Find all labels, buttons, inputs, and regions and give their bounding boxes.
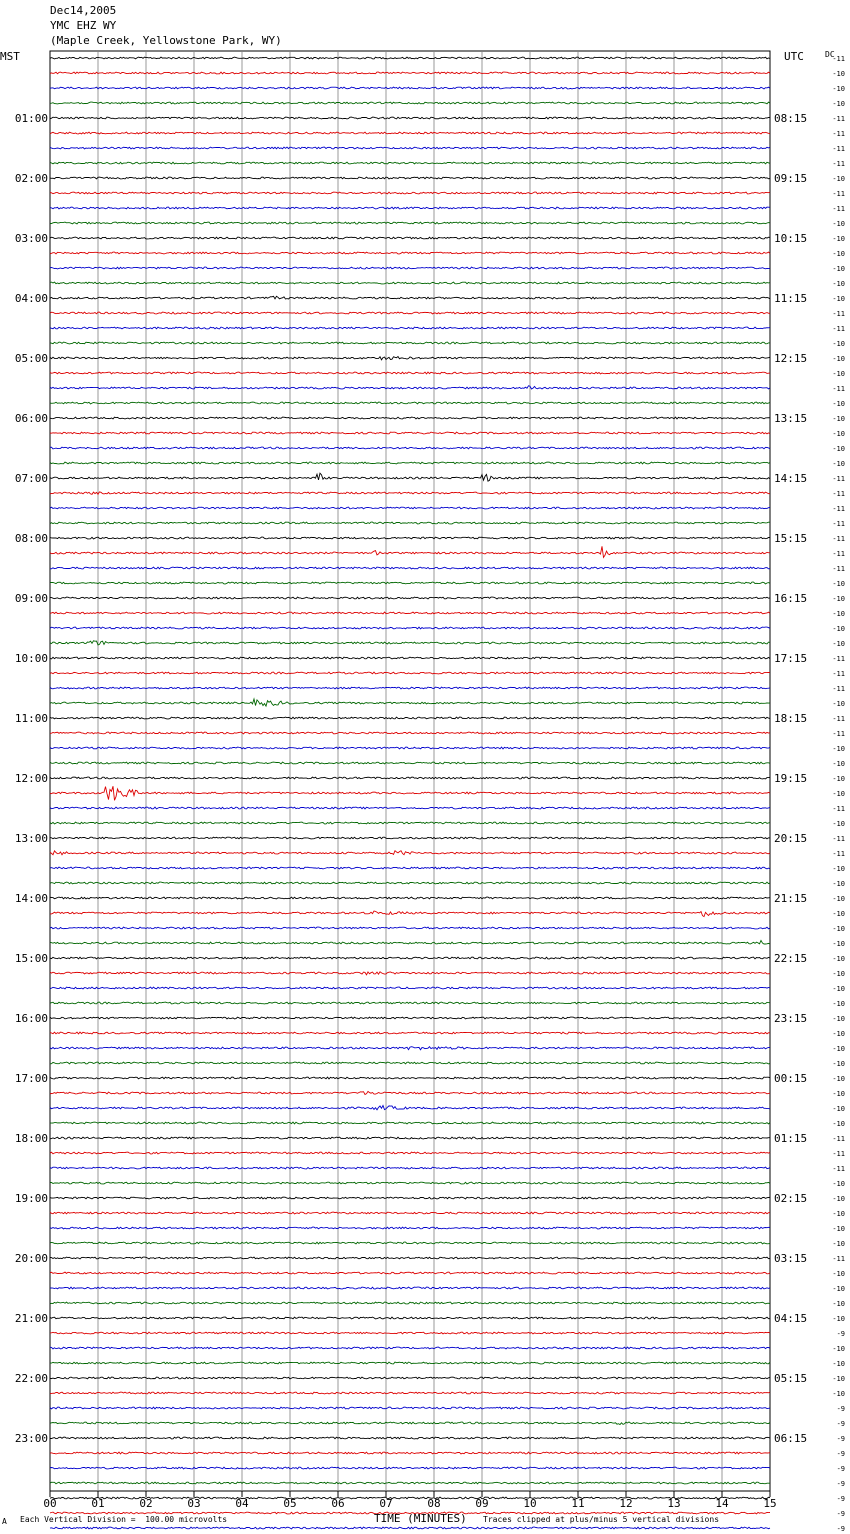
seismic-trace [50, 987, 770, 989]
dc-offset-label: -9 [836, 1495, 845, 1503]
seismic-trace [50, 687, 770, 689]
seismic-trace [50, 1527, 770, 1529]
dc-offset-label: -10 [832, 415, 845, 423]
seismic-trace [50, 1212, 770, 1214]
seismic-trace [50, 492, 770, 494]
utc-hour-label: 01:15 [774, 1132, 808, 1145]
seismic-trace [50, 1377, 770, 1379]
seismic-trace [50, 537, 770, 539]
dc-offset-label: -11 [832, 850, 845, 858]
dc-offset-label: -11 [832, 505, 845, 513]
seismic-trace [50, 807, 770, 809]
seismic-trace [50, 372, 770, 374]
seismic-trace [50, 1062, 770, 1064]
dc-offset-label: -11 [832, 310, 845, 318]
dc-offset-label: -10 [832, 295, 845, 303]
mst-hour-label: 13:00 [14, 832, 48, 845]
dc-offset-label: -9 [836, 1510, 845, 1518]
seismic-trace [50, 867, 770, 869]
seismic-trace [50, 1422, 770, 1425]
seismic-trace [50, 657, 770, 659]
dc-offset-label: -10 [832, 610, 845, 618]
dc-offset-label: -10 [832, 820, 845, 828]
seismic-trace [50, 762, 770, 764]
mst-hour-label: 10:00 [14, 652, 48, 665]
dc-offset-label: -10 [832, 1375, 845, 1383]
dc-offset-label: -9 [836, 1330, 845, 1338]
dc-offset-label: -10 [832, 1240, 845, 1248]
dc-offset-label: -11 [832, 685, 845, 693]
utc-hour-label: 14:15 [774, 472, 808, 485]
utc-hour-label: 12:15 [774, 352, 808, 365]
dc-offset-label: -11 [832, 670, 845, 678]
dc-offset-label: -10 [832, 1360, 845, 1368]
seismic-trace [50, 1497, 770, 1499]
dc-offset-label: -10 [832, 220, 845, 228]
seismic-trace [50, 522, 770, 524]
dc-offset-label: -11 [832, 115, 845, 123]
dc-offset-label: -9 [836, 1465, 845, 1473]
dc-offset-label: -10 [832, 1345, 845, 1353]
dc-offset-label: -10 [832, 1285, 845, 1293]
seismic-trace [50, 296, 770, 299]
utc-hour-label: 11:15 [774, 292, 808, 305]
dc-offset-label: -10 [832, 1180, 845, 1188]
x-tick-label: 08 [427, 1497, 441, 1510]
seismic-trace [50, 1106, 770, 1110]
dc-offset-label: -11 [832, 730, 845, 738]
seismic-trace [50, 507, 770, 509]
seismic-trace [50, 957, 770, 959]
seismic-trace [50, 1182, 770, 1184]
dc-offset-label: -10 [832, 940, 845, 948]
plot-date: Dec14,2005 [50, 4, 117, 17]
seismic-trace [50, 252, 770, 254]
mst-hour-label: 07:00 [14, 472, 48, 485]
seismic-trace [50, 1137, 770, 1139]
seismic-trace [50, 1347, 770, 1349]
x-tick-label: 11 [571, 1497, 585, 1510]
dc-offset-label: -11 [832, 130, 845, 138]
seismic-trace [50, 1317, 770, 1319]
dc-offset-label: -11 [832, 535, 845, 543]
dc-offset-label: -10 [832, 1210, 845, 1218]
right-axis-title: UTC [784, 50, 804, 63]
utc-hour-label: 04:15 [774, 1312, 808, 1325]
seismic-trace [50, 837, 770, 839]
utc-hour-label: 23:15 [774, 1012, 808, 1025]
dc-offset-label: -10 [832, 970, 845, 978]
dc-offset-label: -11 [832, 520, 845, 528]
seismic-trace [50, 1197, 770, 1199]
dc-offset-label: -10 [832, 790, 845, 798]
dc-offset-label: -10 [832, 910, 845, 918]
utc-hour-label: 03:15 [774, 1252, 808, 1265]
dc-offset-label: -11 [832, 1135, 845, 1143]
x-tick-label: 09 [475, 1497, 489, 1510]
seismic-trace [50, 1452, 770, 1454]
dc-offset-label: -10 [832, 280, 845, 288]
seismic-trace [50, 282, 770, 284]
utc-hour-label: 17:15 [774, 652, 808, 665]
dc-offset-label: -10 [832, 400, 845, 408]
mst-hour-label: 04:00 [14, 292, 48, 305]
dc-offset-label: -9 [836, 1525, 845, 1533]
dc-offset-label: -11 [832, 190, 845, 198]
dc-offset-label: -10 [832, 640, 845, 648]
seismic-trace [50, 432, 770, 434]
dc-offset-label: -11 [832, 385, 845, 393]
dc-offset-label: -10 [832, 1270, 845, 1278]
utc-hour-label: 05:15 [774, 1372, 808, 1385]
utc-hour-label: 13:15 [774, 412, 808, 425]
dc-offset-label: -10 [832, 865, 845, 873]
x-tick-label: 14 [715, 1497, 729, 1510]
seismic-trace [50, 462, 770, 464]
seismic-trace [50, 1482, 770, 1484]
seismic-trace [50, 732, 770, 734]
seismic-trace [50, 207, 770, 209]
seismic-trace [50, 417, 770, 419]
dc-offset-label: -10 [832, 100, 845, 108]
dc-offset-label: -9 [836, 1435, 845, 1443]
seismic-trace [50, 1437, 770, 1439]
seismic-trace [50, 87, 770, 89]
seismic-trace [50, 1017, 770, 1019]
seismic-trace [50, 1002, 770, 1004]
dc-offset-label: -10 [832, 1120, 845, 1128]
seismic-trace [50, 777, 770, 779]
station-location: (Maple Creek, Yellowstone Park, WY) [50, 34, 282, 47]
seismic-trace [50, 897, 770, 899]
seismic-trace [50, 941, 770, 945]
mst-hour-label: 01:00 [14, 112, 48, 125]
seismic-trace [50, 1122, 770, 1124]
dc-offset-label: -11 [832, 655, 845, 663]
dc-offset-label: -11 [832, 205, 845, 213]
seismic-trace [50, 1332, 770, 1334]
utc-hour-label: 02:15 [774, 1192, 808, 1205]
mst-hour-label: 05:00 [14, 352, 48, 365]
seismic-trace [50, 641, 770, 645]
dc-offset-label: -11 [832, 1255, 845, 1263]
seismic-trace [50, 717, 770, 719]
x-tick-label: 10 [523, 1497, 537, 1510]
seismic-trace [50, 402, 770, 404]
seismic-trace [50, 1167, 770, 1169]
seismic-trace [50, 627, 770, 629]
utc-hour-label: 00:15 [774, 1072, 808, 1085]
dc-offset-label: -10 [832, 745, 845, 753]
dc-offset-label: -11 [832, 1165, 845, 1173]
dc-offset-label: -10 [832, 595, 845, 603]
corner-mark: A [2, 1517, 7, 1526]
seismic-trace [50, 972, 770, 975]
x-tick-label: 01 [91, 1497, 105, 1510]
dc-offset-label: -10 [832, 1225, 845, 1233]
seismic-trace [50, 851, 770, 855]
dc-offset-label: -10 [832, 1045, 845, 1053]
dc-offset-label: -10 [832, 1300, 845, 1308]
seismic-trace [50, 1287, 770, 1289]
dc-offset-label: -10 [832, 775, 845, 783]
dc-offset-label: -10 [832, 760, 845, 768]
seismic-trace [50, 1032, 770, 1034]
dc-offset-label: -10 [832, 445, 845, 453]
seismic-trace [50, 473, 770, 481]
mst-hour-label: 16:00 [14, 1012, 48, 1025]
dc-offset-label: -11 [832, 550, 845, 558]
utc-hour-label: 21:15 [774, 892, 808, 905]
dc-offset-label: -10 [832, 85, 845, 93]
seismic-trace [50, 612, 770, 614]
mst-hour-label: 19:00 [14, 1192, 48, 1205]
seismic-trace [50, 1242, 770, 1244]
dc-offset-label: -10 [832, 1030, 845, 1038]
dc-column-title: DC [825, 50, 835, 59]
seismic-trace [50, 312, 770, 314]
dc-offset-label: -11 [832, 565, 845, 573]
dc-offset-label: -10 [832, 580, 845, 588]
scale-note: Each Vertical Division = 100.00 microvolts [20, 1515, 228, 1524]
dc-offset-label: -10 [832, 235, 845, 243]
x-tick-label: 03 [187, 1497, 201, 1510]
seismic-trace [50, 1091, 770, 1094]
utc-hour-label: 15:15 [774, 532, 808, 545]
dc-offset-label: -9 [836, 1405, 845, 1413]
dc-offset-label: -10 [832, 175, 845, 183]
seismic-trace [50, 342, 770, 344]
dc-offset-label: -10 [832, 985, 845, 993]
seismic-trace [50, 237, 770, 239]
seismic-trace [50, 582, 770, 584]
mst-hour-label: 22:00 [14, 1372, 48, 1385]
utc-hour-label: 20:15 [774, 832, 808, 845]
seismic-trace [50, 1392, 770, 1394]
dc-offset-label: -11 [832, 490, 845, 498]
seismic-trace [50, 117, 770, 119]
seismic-trace [50, 327, 770, 329]
x-tick-label: 04 [235, 1497, 249, 1510]
x-tick-label: 02 [139, 1497, 153, 1510]
dc-offset-label: -11 [832, 55, 845, 63]
x-tick-label: 12 [619, 1497, 633, 1510]
utc-hour-label: 18:15 [774, 712, 808, 725]
seismic-trace [50, 1077, 770, 1079]
dc-offset-label: -10 [832, 250, 845, 258]
seismic-trace [50, 597, 770, 599]
dc-offset-label: -10 [832, 430, 845, 438]
dc-offset-label: -10 [832, 1000, 845, 1008]
dc-offset-label: -10 [832, 895, 845, 903]
utc-hour-label: 06:15 [774, 1432, 808, 1445]
station-name: YMC EHZ WY [50, 19, 117, 32]
seismic-trace [50, 1302, 770, 1304]
dc-offset-label: -10 [832, 925, 845, 933]
seismic-trace [50, 357, 770, 360]
mst-hour-label: 12:00 [14, 772, 48, 785]
dc-offset-label: -11 [832, 160, 845, 168]
x-tick-label: 07 [379, 1497, 393, 1510]
mst-hour-label: 02:00 [14, 172, 48, 185]
dc-offset-label: -10 [832, 340, 845, 348]
dc-offset-label: -10 [832, 1195, 845, 1203]
seismic-trace [50, 822, 770, 824]
mst-hour-label: 15:00 [14, 952, 48, 965]
utc-hour-label: 08:15 [774, 112, 808, 125]
dc-offset-label: -9 [836, 1420, 845, 1428]
seismic-trace [50, 747, 770, 749]
dc-offset-label: -10 [832, 1090, 845, 1098]
dc-offset-label: -10 [832, 1075, 845, 1083]
seismic-trace [50, 546, 770, 557]
seismic-trace [50, 177, 770, 179]
mst-hour-label: 09:00 [14, 592, 48, 605]
mst-hour-label: 21:00 [14, 1312, 48, 1325]
dc-offset-label: -11 [832, 715, 845, 723]
dc-offset-label: -9 [836, 1450, 845, 1458]
seismic-trace [50, 386, 770, 389]
dc-offset-label: -10 [832, 355, 845, 363]
dc-offset-label: -10 [832, 1315, 845, 1323]
mst-hour-label: 17:00 [14, 1072, 48, 1085]
seismic-trace [50, 786, 770, 800]
seismic-trace [50, 1152, 770, 1154]
dc-offset-label: -10 [832, 370, 845, 378]
seismic-trace [50, 222, 770, 224]
dc-offset-label: -11 [832, 475, 845, 483]
dc-offset-label: -10 [832, 1390, 845, 1398]
seismic-trace [50, 147, 770, 149]
dc-offset-label: -11 [832, 805, 845, 813]
x-tick-label: 00 [43, 1497, 57, 1510]
dc-offset-label: -10 [832, 1015, 845, 1023]
seismic-trace [50, 882, 770, 884]
utc-hour-label: 19:15 [774, 772, 808, 785]
seismic-trace [50, 1272, 770, 1274]
seismic-trace [50, 447, 770, 449]
dc-offset-label: -10 [832, 265, 845, 273]
seismic-trace [50, 672, 770, 674]
mst-hour-label: 23:00 [14, 1432, 48, 1445]
mst-hour-label: 20:00 [14, 1252, 48, 1265]
utc-hour-label: 09:15 [774, 172, 808, 185]
seismic-trace [50, 699, 770, 706]
mst-hour-label: 03:00 [14, 232, 48, 245]
utc-hour-label: 22:15 [774, 952, 808, 965]
dc-offset-label: -11 [832, 1150, 845, 1158]
seismic-trace [50, 1227, 770, 1229]
x-axis-title: TIME (MINUTES) [374, 1512, 467, 1525]
seismic-trace [50, 132, 770, 134]
dc-offset-label: -10 [832, 955, 845, 963]
seismic-trace [50, 192, 770, 194]
dc-offset-label: -10 [832, 625, 845, 633]
seismic-trace [50, 1467, 770, 1469]
seismic-trace [50, 162, 770, 164]
seismic-trace [50, 927, 770, 929]
x-tick-label: 15 [763, 1497, 777, 1510]
dc-offset-label: -9 [836, 1480, 845, 1488]
seismic-trace [50, 1362, 770, 1364]
mst-hour-label: 14:00 [14, 892, 48, 905]
dc-offset-label: -10 [832, 70, 845, 78]
utc-hour-label: 10:15 [774, 232, 808, 245]
dc-offset-label: -10 [832, 460, 845, 468]
seismic-trace [50, 1257, 770, 1259]
dc-offset-label: -10 [832, 880, 845, 888]
utc-hour-label: 16:15 [774, 592, 808, 605]
clip-note: Traces clipped at plus/minus 5 vertical divisions [483, 1515, 720, 1524]
x-tick-label: 05 [283, 1497, 297, 1510]
mst-hour-label: 06:00 [14, 412, 48, 425]
seismic-trace [50, 1407, 770, 1409]
mst-hour-label: 18:00 [14, 1132, 48, 1145]
seismic-trace [50, 72, 770, 74]
seismic-trace [50, 57, 770, 59]
dc-offset-label: -11 [832, 325, 845, 333]
dc-offset-label: -11 [832, 835, 845, 843]
seismic-trace [50, 1047, 770, 1050]
dc-offset-label: -10 [832, 700, 845, 708]
dc-offset-label: -10 [832, 1105, 845, 1113]
mst-hour-label: 08:00 [14, 532, 48, 545]
dc-offset-label: -10 [832, 1060, 845, 1068]
seismic-trace [50, 911, 770, 917]
x-tick-label: 13 [667, 1497, 681, 1510]
left-axis-title: MST [0, 50, 20, 63]
seismic-trace [50, 567, 770, 569]
seismic-trace [50, 267, 770, 269]
seismic-trace [50, 102, 770, 104]
x-tick-label: 06 [331, 1497, 345, 1510]
dc-offset-label: -11 [832, 145, 845, 153]
mst-hour-label: 11:00 [14, 712, 48, 725]
